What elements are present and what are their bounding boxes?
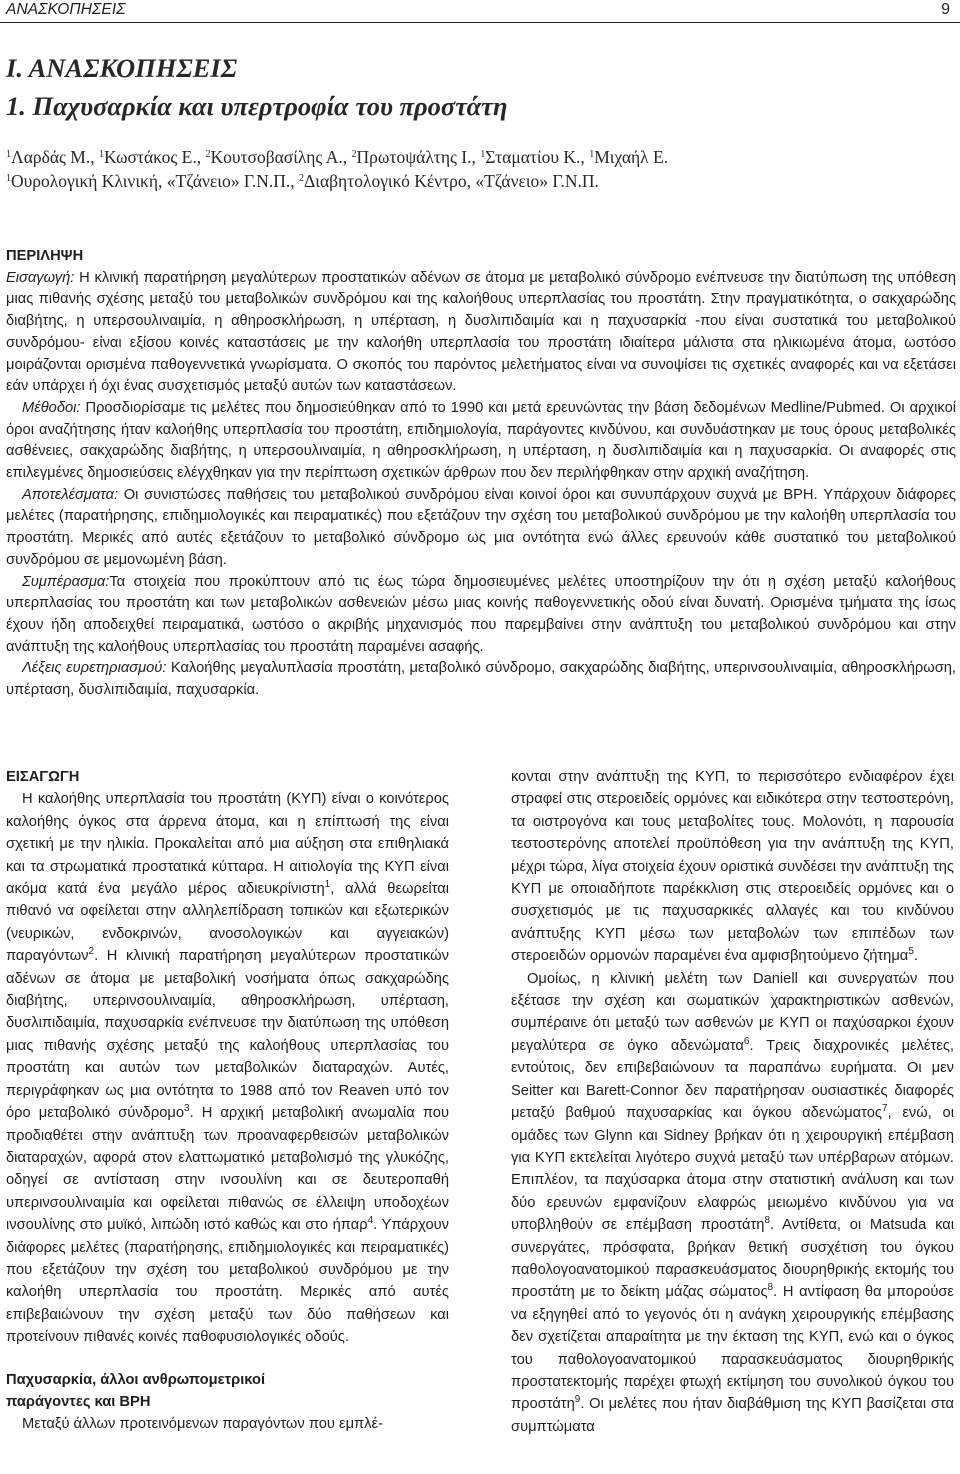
running-title: ΑΝΑΣΚΟΠΗΣΕΙΣ [6, 1, 126, 18]
citation: 4 [367, 1215, 374, 1227]
author-sup: 2 [351, 149, 357, 160]
abstract-text: Προσδιορίσαμε τις μελέτες που δημοσιεύθηκαν από το 1990 και μετά ερευνώντας την βάση δεδομένων Medline/Pubmed. Οι αρχικοί όροι αναζήτησης ήταν καλοήθης υπερπλασία του προστάτη, επιδημιολογία, παράγοντες κινδύνου, και συνδυάστηκαν με τους όρους μεταβολικές ασθένειες, σακχαρώδης διαβήτης, η υπερσουλιναιμία, η αθηροσκλήρωση, η υπέρταση, η δυσλιπιδαιμία και η παχυσαρκία. Οι αναφορές στις επιλεγμένες δημοσιεύσεις ελέγχθηκαν για την περίπτωση σχετικών άρθρων που δεν περιλήφθηκαν στην αρχική αναζήτηση. [6, 399, 956, 482]
abstract-text: Τα στοιχεία που προκύπτουν από τις έως τώρα δημοσιευμένες μελέτες υποστηρίζουν την ότι η σχέση μεταξύ καλοήθους υπερπλασίας του προστάτη και των μεταβολικών ασθενειών μέσω μιας κοινής παθογεννετικής οδού είναι δυνατή. Ορισμένα τμήματα της ίσως έχουν ήδη αποδειχθεί πειραματικά, ωστόσο ο ακριβής μηχανισμός που παρεμβαίνει στην ανάπτυξη του μεταβολικού συνδρόμου και στην ανάπτυξη της καλοήθους υπερπλασίας του προστάτη παραμένει ασαφής. [6, 573, 956, 655]
abstract-text: Καλοήθης μεγαλυπλασία προστάτη, μεταβολικό σύνδρομο, σακχαρώδης διαβήτης, υπερινσουλιναιμία, αθηροσκλήρωση, υπέρταση, δυσλιπιδαιμία, παχυσαρκία. [6, 660, 957, 699]
affiliation-sup: 2 [299, 173, 304, 184]
body-paragraph: Ομοίως, η κλινική μελέτη των Daniell και συνεργατών που εξέτασε την σχέση και σωματικών χαρακτηριστικών ασθενών, συμπέραινε ότι μεταξύ των ασθενών με ΚΥΠ οι παχύσαρκοι έχουν μεγαλύτερα σε όγκο αδενώματα$^6$. Τρεις διαχρονικές μελέτες, εντούτοις, δεν επιβεβαιώνουν τα παραπάνω ευρήματα. Οι μεν Seitter και Barett-Connor δεν παρατήρησαν ουσιαστικές διαφορές μεταξύ βαθμού παχυσαρκίας και όγκου αδενώματος$^7$, ενώ, οι ομάδες των Glynn και Sidney βρήκαν ότι η χειρουργική επέμβαση για ΚΥΠ εκτελείται λιγότερο συχνά μεταξύ των υπέρβαρων ατόμων. Επιπλέον, τα παχύσαρκα άτομα στην στατιστική ανάλυση και των δύο ερευνών εμφανίζουν ελαφρώς μειωμένο κινδύνου για να υποβληθούν σε επέμβαση προστάτη$^8$. Αντίθετα, οι Matsuda και συνεργάτες, πρόσφατα, βρήκαν θετική συσχέτιση του όγκου παθολογοανατομικού παρασκευάσματος διουρηθρικής εκτομής του προστάτη με το δείκτη μάζας σώματος$^8$. Η αντίφαση θα μπορούσε να εξηγηθεί από το γεγονός ότι η ανάγκη χειρουργικής επέμβασης δεν σχετίζεται απαραίτητα με την έκταση της ΚΥΠ, ενώ και ο όγκος του παθολογοανατομικού παρασκευάσματος διουρηθρικής προστατεκτομής παρέχει φτωχή εκτίμηση του συνολικού όγκου του προστάτη$^9$. Οι μελέτες που ήταν διαβάθμιση της ΚΥΠ βασίζεται στα συμπτώματα [511, 970, 954, 1435]
affiliation-sup: 1 [6, 173, 11, 184]
author: Σταματίου Κ., [485, 147, 590, 167]
abstract-results [6, 485, 956, 572]
body-paragraph: Η καλοήθης υπερπλασία του προστάτη (ΚΥΠ) είναι ο κοινότερος καλοήθης όγκος στα άρρενα άτομα, και η επίπτωσή της είναι σχετική με την ηλικία. Προκαλείται από μια αύξηση στα επιθηλιακά και τα στρωματικά προστατικά κύτταρα. Η αιτιολογία της ΚΥΠ είναι ακόμα κατά ένα μεγάλο μέρος αδιευκρίνιστη$^1$, αλλά θεωρείται πιθανό να οφείλεται στην αλληλεπίδραση τοπικών και εξωτερικών (νευρικών, ενδοκρινών, ανοσολογικών και αγγειακών) παραγόντων$^2$. Η κλινική παρατήρηση μεγαλύτερων προστατικών αδένων σε άτομα με μεταβολική νοσήματα όπως σακχαρώδης διαβήτης, υπερινσουλιναιμία, αθηροσκλήρωση, υπέρταση, δυσλιπιδαιμία, παχυσαρκία ενέπνευσε την διατύπωση της υπόθεση μιας πιθανής σχέσης μεταξύ της καλοήθους υπερπλασίας του προστάτη και αυτών των μεταβολικών διαταραχών. Αυτές, περιγράφηκαν ως μια οντότητα το 1988 από τον Reaven υπό τον όρο μεταβολικό σύνδρομο$^3$. Η αρχική μεταβολική ανωμαλία που προδιαθέτει στην ανάπτυξη των προαναφερθεισών μεταβολικών διαταραχών, αφορά στον ελαττωματικό μεταβολισμό της γλυκόζης, οδηγεί σε αντίσταση στην ινσουλίνη και σε δευτεροπαθή υπερινσουλιναιμία και οφείλεται πιθανώς σε έλλειψη υποδοχέων ινσουλίνης στο μυϊκό, λιπώδη ιστό καθώς και στο ήπαρ$^4$. Υπάρχουν διάφορες μελέτες (παρατήρησης, επιδημιολογικές και πειραματικές) που εξετάζουν την σχέση του μεταβολικού συνδρόμου με την καλοήθη υπερπλασία του προστάτη. Μερικές από αυτές επιβεβαιώνουν την σχέση μεταξύ των δύο παθήσεων και προτείνουν πιθανές κοινές παθοφυσιολογικές οδούς. [6, 791, 450, 1346]
abstract-label: Συμπέρασμα: [22, 573, 110, 590]
body-paragraph: κονται στην ανάπτυξη της ΚΥΠ, το περισσότερο ενδιαφέρον έχει στραφεί στις στεροειδείς ορμόνες και ειδικότερα στην τεστοστερόνη, τα οιστρογόνα και τους μεταβολίτες τους. Μολονότι, η παρουσία τεστοστερόνης αποτελεί προϋπόθεση για την ανάπτυξη της ΚΥΠ, μέχρι τώρα, λίγα στοιχεία έχουν οριστικά συνδέσει την ανάπτυξη της ΚΥΠ με οποιαδήποτε παρέκκλιση στις στεροειδείς ορμόνες και ο συσχετισμός με τις παχυσαρκικές αλλαγές και του κινδύνου ανάπτυξης ΚΥΠ μέσω των μεταβολών των επιπέδων των στεροειδών ορμονών παραμένει ένα αμφισβητούμενο ζήτημα$^5$. [511, 769, 954, 965]
header-rule [0, 22, 960, 23]
body-column-left [6, 766, 449, 1436]
citation: 7 [882, 1103, 888, 1115]
article-title: 1. Παχυσαρκία και υπερτροφία του προστάτη [6, 91, 508, 121]
citation: 5 [908, 946, 914, 958]
citation: 3 [184, 1103, 190, 1115]
abstract-keywords [6, 658, 956, 701]
author: Κωστάκος Ε., [104, 147, 206, 167]
subsection-heading: Παχυσαρκία, άλλοι ανθρωπομετρικοί παράγοντες και BPH [6, 1371, 266, 1410]
abstract-label: Εισαγωγή: [6, 269, 75, 286]
citation: 8 [767, 1282, 774, 1294]
affiliation: Ουρολογική Κλινική, «Τζάνειο» Γ.Ν.Π., [11, 171, 299, 191]
author: Μιχαήλ Ε. [594, 147, 669, 167]
abstract-text: Η κλινική παρατήρηση μεγαλύτερων προστατικών αδένων σε άτομα με μεταβολικό σύνδρομο ενέπνευσε την διατύπωση της υπόθεση μιας πιθανής σχέσης μεταξύ του μεταβολικών συνδρόμου και της καλοήθους υπερπλασίας του προστάτη. Στην πραγματικότητα, ο σακχαρώδης διαβήτης, η υπερσουλιναιμία, η αθηροσκλήρωση, η υπέρταση, η δυσλιπιδαιμία και η παχυσαρκία -που είναι συστατικά του μεταβολικού συνδρόμου- είναι εξίσου κοινές καταστάσεις με την καλοήθη υπερπλασία του προστάτη ιδιαίτερα μάλιστα στα ηλικιωμένα άτομα, ωστόσο μοιράζονται ορισμένα παθογεννετικά γνωρίσματα. Ο σκοπός του παρόντος μελετήματος είναι να συνοψίσει τις σχετικές αναφορές και να εξετάσει εάν υπάρχει ή όχι ένας συσχετισμός μεταξύ αυτών των καταστάσεων. [6, 269, 956, 395]
affiliations [6, 170, 599, 192]
author-list [6, 146, 668, 168]
abstract-label: Αποτελέσματα: [22, 486, 119, 503]
author: Λαρδάς Μ., [11, 147, 99, 167]
citation: 2 [88, 946, 95, 958]
section-title: Ι. ΑΝΑΣΚΟΠΗΣΕΙΣ [6, 53, 238, 83]
author-sup: 1 [99, 149, 104, 160]
body-column-right [511, 766, 954, 1438]
author: Πρωτοψάλτης Ι., [356, 147, 481, 167]
abstract-title: ΠΕΡΙΛΗΨΗ [6, 248, 84, 264]
affiliation: Διαβητολογικό Κέντρο, «Τζάνειο» Γ.Ν.Π. [304, 171, 599, 191]
author-sup: 1 [480, 149, 486, 160]
body-paragraph: Μεταξύ άλλων προτεινόμενων παραγόντων που εμπλέ- [22, 1416, 383, 1433]
abstract-conclusions [6, 572, 956, 659]
page-number: 9 [941, 1, 950, 18]
abstract [6, 246, 956, 702]
citation: 9 [574, 1394, 581, 1406]
citation: 1 [324, 879, 331, 891]
author: Κουτσοβασίλης Α., [210, 147, 352, 167]
author-sup: 1 [589, 149, 595, 160]
author-sup: 1 [6, 149, 11, 160]
author-sup: 2 [205, 149, 211, 160]
abstract-introduction [6, 268, 956, 398]
abstract-label: Λέξεις ευρετηριασμού: [22, 660, 167, 677]
abstract-text: Οι συνιστώσες παθήσεις του μεταβολικού συνδρόμου είναι κοινοί όροι και συνυπάρχουν συχνά με BPH. Υπάρχουν διάφορες μελέτες (παρατήρησης, επιδημιολογικές και πειραματικές) που εξετάζουν την σχέση του μεταβολικού συνδρόμου με την καλοήθη υπερπλασία του προστάτη. Μερικές από αυτές εξετάζουν το μεταβολικό σύνδρομο ως μια οντότητα ενώ άλλες ερευνούν κάθε συστατικό του μεταβολικού συνδρόμου σε μεμονωμένη βάση. [6, 486, 956, 568]
introduction-heading: ΕΙΣΑΓΩΓΗ [6, 769, 80, 785]
citation: 8 [764, 1215, 771, 1227]
abstract-label: Μέθοδοι: [22, 399, 81, 416]
citation: 6 [743, 1035, 750, 1047]
abstract-methods [6, 398, 956, 485]
